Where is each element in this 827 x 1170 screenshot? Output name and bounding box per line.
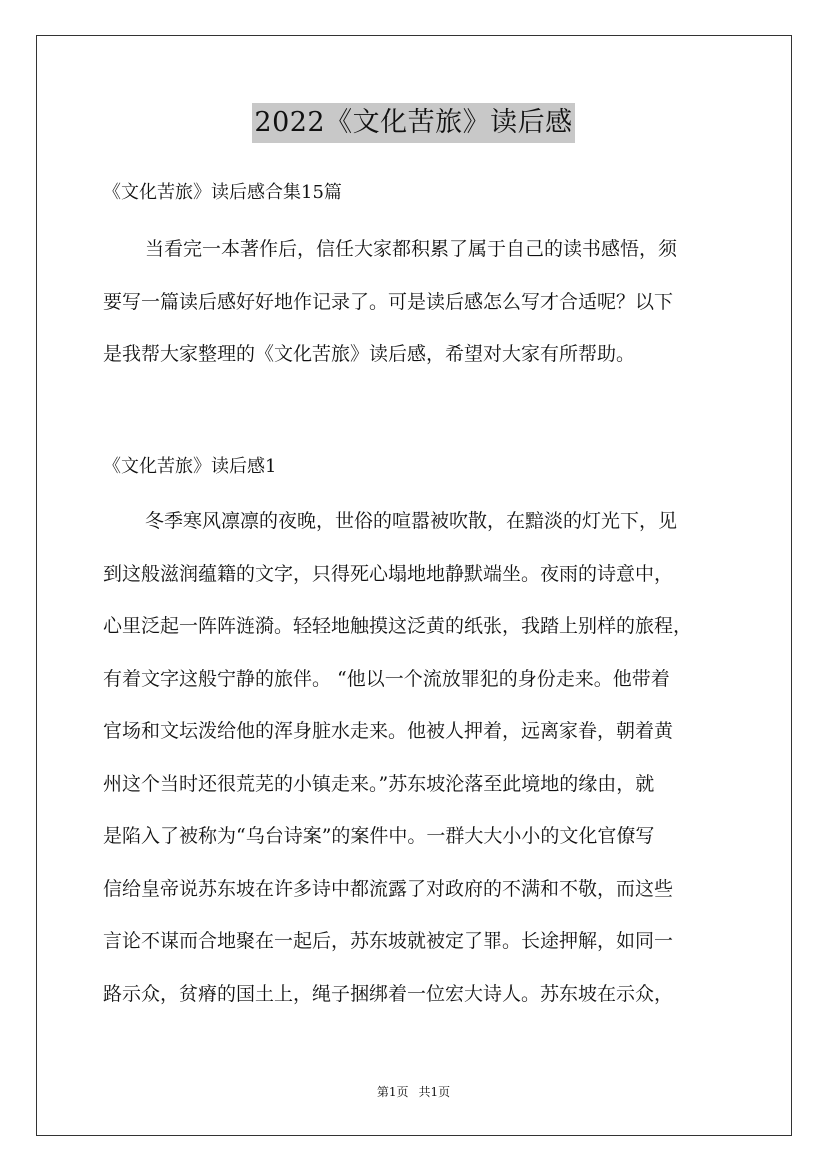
body-line: 冬季寒风凛凛的夜晚，世俗的喧嚣被吹散，在黯淡的灯光下，见 [145,510,678,532]
body-line: 有着文字这般宁静的旅伴。 “他以一个流放罪犯的身份走来。他带着 [103,667,670,690]
body-line: 是陷入了被称为“乌台诗案”的案件中。一群大大小小的文化官僚写 [103,825,655,847]
document-title: 2022《文化苦旅》读后感 [252,103,574,143]
title-container [0,103,827,143]
intro-paragraph [103,234,743,392]
page-number: 第1页 [376,1085,409,1099]
body-line: 官场和文坛泼给他的浑身脏水走来。他被人押着，远离家眷，朝着黄 [103,720,674,742]
page-footer [0,1083,827,1101]
body-paragraph [103,506,743,1031]
intro-line: 当看完一本著作后，信任大家都积累了属于自己的读书感悟，须 [145,238,678,260]
body-line: 州这个当时还很荒芜的小镇走来。”苏东坡沦落至此境地的缘由，就 [103,772,655,795]
page-total: 共1页 [418,1085,451,1099]
intro-line: 要写一篇读后感好好地作记录了。可是读后感怎么写才合适呢？以下 [103,290,674,313]
document-subtitle: 《文化苦旅》读后感合集15篇 [103,182,342,203]
body-line: 信给皇帝说苏东坡在许多诗中都流露了对政府的不满和不敬，而这些 [103,877,674,900]
section-heading: 《文化苦旅》读后感1 [103,456,277,477]
body-line: 到这般滋润蕴籍的文字，只得死心塌地地静默端坐。夜雨的诗意中， [103,562,674,585]
body-line: 路示众，贫瘠的国土上，绳子捆绑着一位宏大诗人。苏东坡在示众， [103,982,674,1005]
body-line: 言论不谋而合地聚在一起后，苏东坡就被定了罪。长途押解，如同一 [103,930,674,952]
intro-line: 是我帮大家整理的《文化苦旅》读后感，希望对大家有所帮助。 [103,343,636,365]
body-line: 心里泛起一阵阵涟漪。轻轻地触摸这泛黄的纸张，我踏上别样的旅程， [103,615,693,637]
